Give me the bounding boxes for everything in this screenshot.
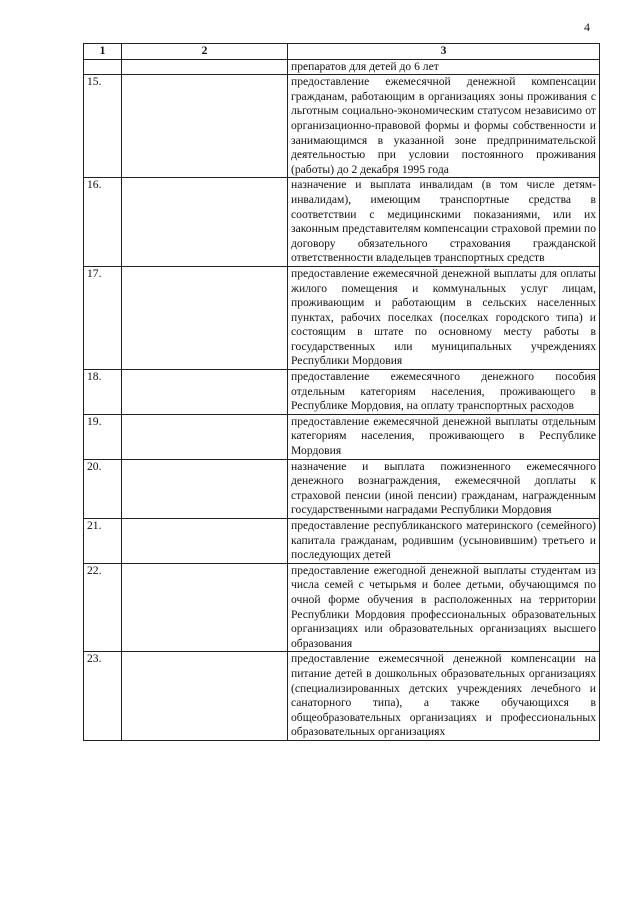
row-number: 15. <box>84 75 122 178</box>
row-col-2 <box>122 459 288 518</box>
row-col-2 <box>122 370 288 415</box>
row-number: 21. <box>84 519 122 564</box>
table-row <box>84 178 600 267</box>
header-col-1: 1 <box>84 44 122 60</box>
continuation-col-2 <box>122 59 288 75</box>
row-text: предоставление ежемесячной денежной выплаты для оплаты жилого помещения и коммунальных услуг лицам, проживающим и работающим в сельских населенных пунктах, рабочих поселках (поселках городского типа) и состоящим в штате по основному месту работы в государственных или муниципальных учреждениях Республики Мордовия <box>288 266 600 369</box>
table-row <box>84 563 600 652</box>
table-row <box>84 459 600 518</box>
row-text: предоставление ежегодной денежной выплаты студентам из числа семей с четырьмя и более детьми, обучающимся по очной форме обучения в расположенных на территории Республики Мордовия профессиональных образовательных организациях или образовательных организациях высшего образования <box>288 563 600 652</box>
row-col-2 <box>122 519 288 564</box>
row-text: предоставление ежемесячной денежной компенсации на питание детей в дошкольных образовательных организациях (специализированных детских учреждениях лечебного и санаторного типа), а также обучающихся в общеобразовательных организациях и профессиональных образовательных организациях <box>288 652 600 741</box>
row-text: предоставление ежемесячной денежной компенсации гражданам, работающим в организациях зоны проживания с льготным социально-экономическим статусом независимо от организационно-правовой формы и формы собственности и занимающимся в указанной зоне предпринимательской деятельностью при условии постоянного проживания (работы) до 2 декабря 1995 года <box>288 75 600 178</box>
row-col-2 <box>122 414 288 459</box>
table-row <box>84 370 600 415</box>
continuation-text: препаратов для детей до 6 лет <box>288 59 600 75</box>
row-number: 18. <box>84 370 122 415</box>
table-row <box>84 266 600 369</box>
table-row <box>84 75 600 178</box>
row-col-2 <box>122 75 288 178</box>
row-col-2 <box>122 266 288 369</box>
header-row <box>84 44 600 60</box>
row-text: предоставление ежемесячного денежного пособия отдельным категориям населения, проживающего в Республике Мордовия, на оплату транспортных расходов <box>288 370 600 415</box>
page-number: 4 <box>584 20 590 34</box>
row-number: 20. <box>84 459 122 518</box>
continuation-num <box>84 59 122 75</box>
row-number: 19. <box>84 414 122 459</box>
table-row <box>84 519 600 564</box>
table-row <box>84 414 600 459</box>
row-number: 16. <box>84 178 122 267</box>
row-number: 22. <box>84 563 122 652</box>
header-col-3: 3 <box>288 44 600 60</box>
row-text: предоставление республиканского материнского (семейного) капитала гражданам, родившим (усыновившим) третьего и последующих детей <box>288 519 600 564</box>
header-col-2: 2 <box>122 44 288 60</box>
table-row <box>84 652 600 741</box>
row-col-2 <box>122 178 288 267</box>
row-col-2 <box>122 563 288 652</box>
row-number: 23. <box>84 652 122 741</box>
services-table <box>83 43 600 741</box>
row-text: назначение и выплата инвалидам (в том числе детям-инвалидам), имеющим транспортные средства в соответствии с медицинскими показаниями, или их законным представителям компенсации страховой премии по договору обязательного страхования гражданской ответственности владельцев транспортных средств <box>288 178 600 267</box>
continuation-row <box>84 59 600 75</box>
row-text: предоставление ежемесячной денежной выплаты отдельным категориям населения, проживающего в Республике Мордовия <box>288 414 600 459</box>
row-col-2 <box>122 652 288 741</box>
row-text: назначение и выплата пожизненного ежемесячного денежного вознаграждения, ежемесячной доплаты к страховой пенсии (иной пенсии) гражданам, награжденным государственными наградами Республики Мордовия <box>288 459 600 518</box>
row-number: 17. <box>84 266 122 369</box>
